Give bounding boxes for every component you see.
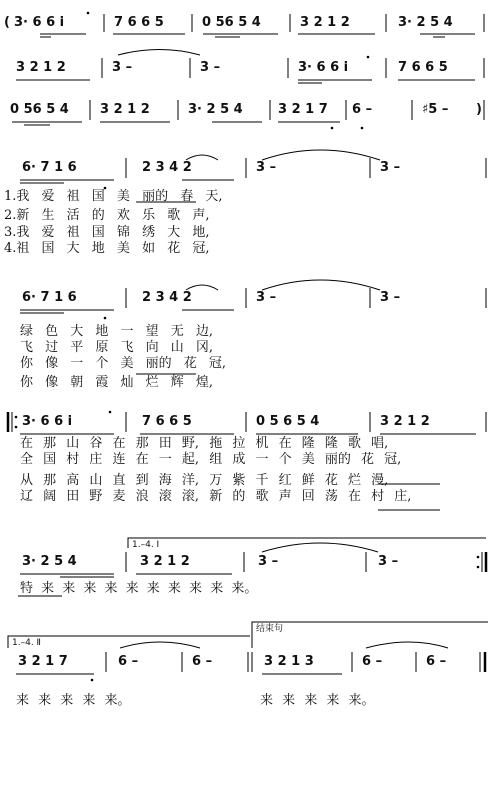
volta-2-bracket (8, 636, 250, 648)
intro-row2-underlines (16, 80, 475, 83)
v5-m6: 6 – (426, 654, 447, 669)
v4-m4: 3 – (378, 554, 399, 569)
tie-intro2 (118, 50, 200, 56)
v4-m1: 3· 2 5 4 (22, 554, 77, 569)
intro-r2-m1: 3 2 1 2 (16, 60, 66, 75)
v3-lyric-4: 辽 阔 田 野 麦 浪 滚 滚, 新 的 歌 声 回 荡 在 村 庄, (20, 489, 412, 504)
v1-m4: 3 – (380, 160, 401, 175)
v1-m3: 3 – (256, 160, 277, 175)
v1-m1: 6· 7 1 6 (22, 160, 77, 175)
v3-m2: 7 6 6 5 (142, 414, 192, 429)
v1-lyric-3: 3.我 爱 祖 国 锦 绣 大 地, (4, 225, 210, 240)
v3-m4: 3 2 1 2 (380, 414, 430, 429)
high-dot (87, 12, 90, 15)
intro-r3-m3: 3· 2 5 4 (188, 102, 243, 117)
intro-r3-m1: 0 56 5 4 (10, 102, 69, 117)
v5-m4: 3 2 1 3 (264, 654, 314, 669)
intro-row3-underlines (12, 122, 340, 125)
v4-m2: 3 2 1 2 (140, 554, 190, 569)
v4-m3: 3 – (258, 554, 279, 569)
intro-r1-m5: 3· 2 5 4 (398, 15, 453, 30)
intro-r1-m4: 3 2 1 2 (300, 15, 350, 30)
verse2-underlines (20, 310, 234, 313)
v2-lyric-1: 绿 色 大 地 一 望 无 边, (20, 324, 214, 339)
intro-r3-m2: 3 2 1 2 (100, 102, 150, 117)
intro-r3-m6: ♯5 – (422, 102, 449, 117)
coda-label: 结束句 (256, 624, 284, 634)
intro-r1-m2: 7 6 6 5 (114, 15, 164, 30)
v5-m3: 6 – (192, 654, 213, 669)
v1-m2: 2 3 4 2 (142, 160, 192, 175)
v3-m3: 0 5 6 5 4 (256, 414, 320, 429)
intro-row1-underlines (40, 34, 475, 37)
coda-bracket (252, 622, 488, 648)
v5-m5: 6 – (362, 654, 383, 669)
v1-lyric-1: 1.我 爱 祖 国 美 丽的 春 天, (4, 189, 223, 204)
v3-lyric-2: 全 国 村 庄 连 在 一 起, 组 成 一 个 美 丽的 花 冠, (20, 452, 402, 467)
intro-r2-m5: 7 6 6 5 (398, 60, 448, 75)
v2-m3: 3 – (256, 290, 277, 305)
intro-r1-m3: 0 56 5 4 (202, 15, 261, 30)
v2-lyric-2: 飞 过 平 原 飞 向 山 冈, (20, 340, 214, 355)
v2-m2: 2 3 4 2 (142, 290, 192, 305)
v2-lyric-4: 你 像 朝 霞 灿 烂 辉 煌, (20, 375, 214, 390)
v5-m1: 3 2 1 7 (18, 654, 68, 669)
v5-m2: 6 – (118, 654, 139, 669)
intro-r2-m3: 3 – (200, 60, 221, 75)
intro-r2-m2: 3 – (112, 60, 133, 75)
v2-lyric-3: 你 像 一 个 美 丽的 花 冠, (20, 356, 227, 371)
verse1-underlines (20, 180, 234, 183)
intro-r1-m1: 3· 6 6 i (14, 15, 65, 30)
v2-m1: 6· 7 1 6 (22, 290, 77, 305)
v1-lyric-2: 2.新 生 活 的 欢 乐 歌 声, (4, 208, 210, 223)
volta-1-label: 1.–4. Ⅰ (132, 540, 160, 550)
v3-lyric-3: 从 那 高 山 直 到 海 洋, 万 紫 千 红 鲜 花 烂 漫, (20, 473, 389, 488)
intro-r2-m4: 3· 6 6 i (298, 60, 349, 75)
v3-m1: 3· 6 6 i (22, 414, 73, 429)
intro-r3-m5: 6 – (352, 102, 373, 117)
intro-paren: ( (4, 15, 10, 30)
v4-lyric: 特 来 来 来 来 来 来 来 来 来 来。 (20, 581, 258, 596)
v3-lyric-1: 在 那 山 谷 在 那 田 野, 拖 拉 机 在 隆 隆 歌 唱, (20, 436, 389, 451)
volta-2-label: 1.–4. Ⅱ (12, 638, 41, 648)
v2-m4: 3 – (380, 290, 401, 305)
v5-lyric-a: 来 来 来 来 来。 (16, 693, 131, 708)
v5-lyric-b: 来 来 来 来 来。 (260, 693, 375, 708)
intro-r3-m4: 3 2 1 7 (278, 102, 328, 117)
v1-lyric-4: 4.祖 国 大 地 美 如 花 冠, (4, 241, 210, 256)
verse4-underlines (20, 574, 232, 577)
intro-r3-close: ) (476, 102, 482, 117)
